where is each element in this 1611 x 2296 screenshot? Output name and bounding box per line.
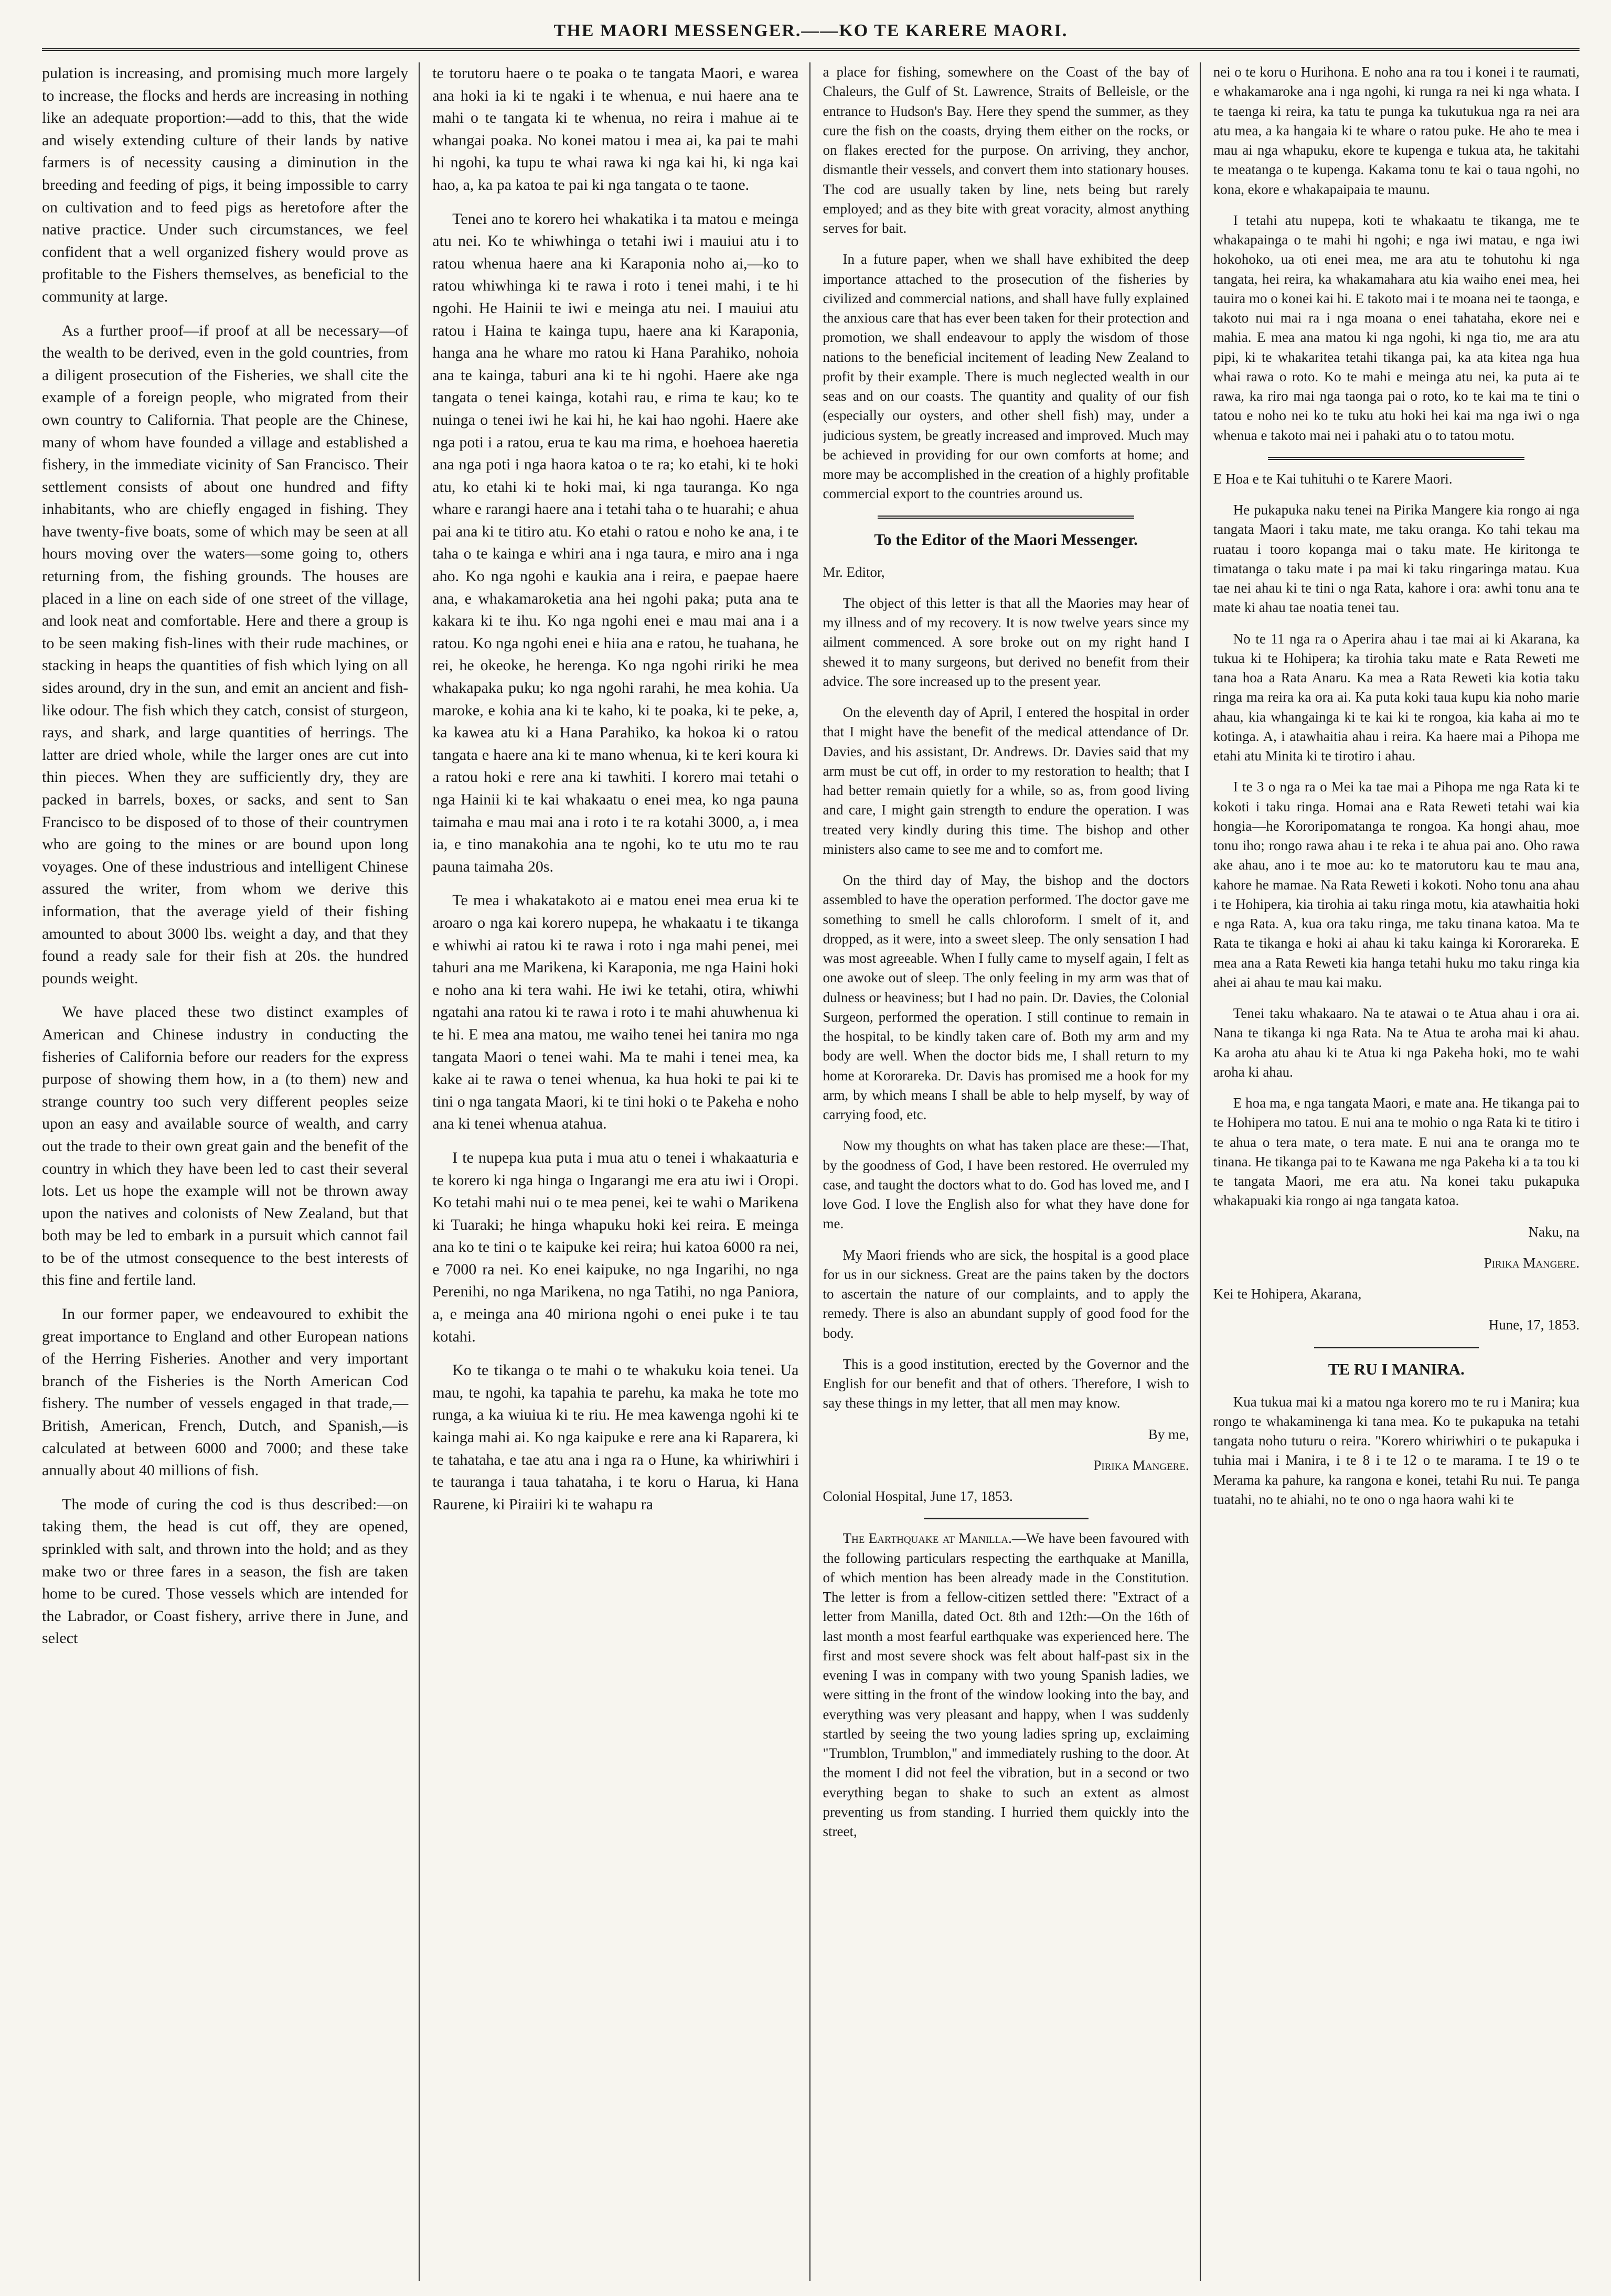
letter-dateline: Colonial Hospital, June 17, 1853. — [823, 1488, 1013, 1505]
letter-signature: Pirika Mangere. — [1093, 1457, 1189, 1473]
letter-greeting: E Hoa e te Kai tuhituhi o te Karere Maori. — [1213, 470, 1453, 487]
column-1 — [42, 62, 420, 2281]
columns — [42, 62, 1580, 2281]
paragraph: In our former paper, we endeavoured to exhibit the great importance to England and other European nations of the Herring Fisheries. Another and very important branch of the Fisheries is the North American Cod fishery. The number of vessels engaged in that trade,—British, American, French, Dutch, and Spanish,—is calculated at between 6000 and 7000; and these take annually about 40 millions of fish. — [42, 1305, 409, 1479]
paragraph: This is a good institution, erected by the Governor and the English for our benefit and that of others. Therefore, I wish to say these things in my letter, that all men may know. — [823, 1356, 1189, 1411]
paragraph: Kua tukua mai ki a matou nga korero mo te ru i Manira; kua rongo te whakaminenga ki tana mea. Ko te pukapuka na tetahi tangata noho tuturu o reira. "Korero whiriwhiri o te pukapuka i tuhia mai i Manira, i te 8 i te 12 o te marama. I te 19 o te Merama ka pahure, ka rangona e konei, tetahi Ru nui. Te panga tuatahi, no te ahiahi, no te ono o nga haora wahi ki te — [1213, 1393, 1580, 1507]
paragraph: Tenei ano te korero hei whakatika i ta matou e meinga atu nei. Ko te whiwhinga o tetahi iwi i mauiui atu i to ratou whenua haere ana ki Karaponia noho ai,—ko to ratou whiwhinga ki te rawa i roto i tenei mahi, i te hi ngohi. He Hainii te iwi e meinga atu nei. I mauiui atu ratou i Haina te kainga tupu, haere ana ki Karaponia, hanga ana he whare mo ratou ki Hana Parahiko, nohoia ana te kainga, taburi ana ki te hi ngohi. Haere ake nga tangata o tenei kainga, kotahi rau, e rima te kau; ko te nuinga o tenei iwi he kai hi, he kai hao ngohi. Haere ake nga poti i a ratou, erua te kau ma rima, e hoehoea haeretia ana nga poti i nga haora katoa o te ra; ko etahi, ki te hoki atu, ko etahi ki te hoki mai, ki nga tauranga. Ko nga whare e rarangi haere ana i tetahi taha o te huarahi; e ahua pai ana ki te titiro atu. Ko etahi o ratou e noho ke ana, i te taha o te kainga e whiri ana i nga taura, e miro ana i nga aho. Ko nga ngohi e kaukia ana i reira, e paepae haere ana, e whakamaroketia ana hei ngohi paka; puta ana te kakara ki te ihu. Ko nga ngohi enei e mau mai ana i a ratou. Ko nga ngohi enei e hiia ana e ratou, he tuahana, he rei, he okeoke, he herenga. Ko nga ngohi ririki he mea whakapaka puku; ko nga ngohi rarahi, he mea kohia. Ua maroke, e kohia ana ki te kaho, ki te poaka, ki te peke, a, ka kawea atu ki a Hana Parahiko, ka hokoa ki o ratou tangata e haere ana ki te mano whenua, ki te keri koura ki a ratou hoki e rere ana ki tawhiti. I korero mai tetahi o nga Hainii ki te kai whakaatu o enei mea, ko nga pauna taimaha e mau mai ana i roto i te ra kotahi 3000, a, i mea ia, e tino manakohia ana te ngohi, ko te utu mo te rau pauna taimaha 20s. — [432, 210, 799, 875]
letter-closing: Naku, na — [1528, 1224, 1580, 1240]
section-divider — [1268, 457, 1524, 460]
letter-date: Hune, 17, 1853. — [1488, 1317, 1580, 1333]
paragraph: No te 11 nga ra o Aperira ahau i tae mai ai ki Akarana, ka tukua ki te Hohipera; ka tirohia taku mate e Rata Reweti me tana hoa a Rata Anaru. Ka mea a Rata Reweti kia kotia taku ringa ma reira ka ora ai. Ka puta koki taua kupu kia noho marie ahau, kia whangainga ki te kai ki te rongoa, kia kaha ai mo te kotinga. A, i atawhaitia ahau i reira. Ka haere mai a Pihopa me etahi atu Minita ki te tirotiro i ahau. — [1213, 630, 1580, 764]
paragraph: pulation is increasing, and promising much more largely to increase, the flocks and herds are increasing in nothing like an adequate proportion:—add to this, that the wide and wisely extending culture of their lands by native farmers is of necessity causing a diminution in the breeding and feeding of pigs, it being impossible to carry on cultivation and to feed pigs as heretofore after the native practice. Under such circumstances, we feel confident that a well organized fishery would prove as profitable to the Fishers themselves, as beneficial to the community at large. — [42, 65, 409, 305]
paragraph: Now my thoughts on what has taken place are these:—That, by the goodness of God, I have been restored. He overruled my case, and taught the doctors what to do. God has loved me, and I love God. I love the English also for what they have done for me. — [823, 1138, 1189, 1232]
paragraph: I tetahi atu nupepa, koti te whakaatu te tikanga, me te whakapainga o te mahi hi ngohi; e nga iwi matau, e nga iwi hokohoko, ua oti enei mea, me ara atu te tohutohu ki nga tangata, hei reira, ka whakamahara atu kia waiho enei mea, hei tauira mo o konei kai hi. E takoto mai i te moana nei te taonga, e takoto nui mai ra i nga moana o enei tahataha, ekore nei e mahia. E mea ana matou ki nga ngohi, ki nga tio, me ara atu pipi, ki te whakaritea tetahi tikanga pai, ka ata kitea nga hua whai rawa o roto. Ko te mahi e meinga atu nei, ka puta ai te rawa, ka riro mai nga taonga pai o roto, ko te kai ma te tini o tatou e noho nei ko te tuku atu hoki hei kai ma nga iwi o nga whenua e takoto mai nei i pahaki atu o to tatou motu. — [1213, 212, 1580, 443]
section-divider — [878, 516, 1134, 519]
paragraph: I te 3 o nga ra o Mei ka tae mai a Pihopa me nga Rata ki te kokoti i taku ringa. Homai ana e Rata Reweti tetahi wai kia hongia—he Kororipomatanga te rongoa. Ka hongi ahau, moe tonu iho; rongo rawa ahau i te reka i te ahua pai ano. Oho rawa ake ahau, ano i te moe au: ko te matorutoru kau te mau ana, kahore he mamae. Na Rata Reweti i kokoti. Noho tonu ana ahau i te Hohipera, kia tirohia ai taku ringa motu, kia atawhaitia hoki e nga Rata. A, kua ora taku ringa, me taku tinana katoa. Ma te Rata te tikanga e hoki ai ahau ki taku kainga ki Kororareka. E mea ana a Rata Reweti kia hanga tetahi huku mo taku ringa kia ahei ai ahau te mau kai maku. — [1213, 779, 1580, 990]
article-body: —We have been favoured with the following particulars respecting the earthquake at Manilla, of which mention has been already made in the Constitution. The letter is from a fellow-citizen settled there: "Extract of a letter from Manilla, dated Oct. 8th and 12th:—On the 16th of last month a most fearful earthquake was experienced here. The first and most severe shock was felt about half-past six in the evening I was in company with two young Spanish ladies, we were sitting in the front of the window looking into the bay, and everything was very pleasant and happy, when I was suddenly startled by seeing the two young ladies spring up, exclaiming "Trumblon, Trumblon," and immediately rushing to the door. At the moment I did not feel the vibration, but in a second or two everything began to shake to such an extent as almost preventing us from standing. I hurried them quickly into the street, — [823, 1530, 1189, 1840]
paragraph: As a further proof—if proof at all be necessary—of the wealth to be derived, even in the gold countries, from a diligent prosecution of the Fisheries, we shall cite the example of a foreign people, who migrated from their own country to California. That people are the Chinese, many of whom have founded a village and established a fishery, in the immediate vicinity of San Francisco. Their settlement consists of about one hundred and fifty inhabitants, who are chiefly engaged in fishing. They have twenty-five boats, some of which may be seen at all hours moving over the waters—some going to, others returning from, the fishing grounds. The houses are placed in a line on each side of one street of the village, and look neat and comfortable. Here and there a group is to be seen making fish-lines with their rude machines, or stacking in heaps the quantities of fish which lying on all sides around, dry in the sun, and emit an ancient and fish-like odour. The fish which they catch, consist of sturgeon, rays, and shark, and large quantities of herrings. The latter are dried whole, while the larger ones are cut into thin pieces. When they are sufficiently dry, they are packed in barrels, boxes, or sacks, and sent to San Francisco to be disposed of to those of their countrymen who are going to the mines or are bound upon long voyages. One of these industrious and intelligent Chinese assured the writer, from whom we derive this information, that the average yield of their fishing amounted to about 3000 lbs. weight a day, and that they found a ready sale for their fish at 20s. the hundred pounds weight. — [42, 321, 409, 987]
paragraph: te torutoru haere o te poaka o te tangata Maori, e warea ana hoki ia ki te ngaki i te whenua, e nui haere ana te mahi o te tangata ki te whenua, no reira i mahue ai te whangai poaka. No konei matou i mea ai, ka pai te mahi hi ngohi, ka tupu te whai rawa ki nga kai hi, ki nga kai hao, a, ka pa katoa te pai ki nga tangata o te taone. — [432, 65, 799, 194]
paragraph: He pukapuka naku tenei na Pirika Mangere kia rongo ai nga tangata Maori i taku mate, me taku oranga. Ko tahi tekau ma ruatau i tooro kopanga mai o taku mate. He kiritonga te timatanga o taku mate i pa mai ki taku ringaringa matau. Kua tae nei ahau ki te tini o nga Rata, kahore i ora: awhi tonu ana te mate ki ahau tae noatia tenei tau. — [1213, 502, 1580, 616]
column-3 — [823, 62, 1201, 2281]
paragraph: In a future paper, when we shall have exhibited the deep importance attached to the prosecution of the fisheries by civilized and commercial nations, and shall have fully explained the anxious care that has ever been taken for their protection and promotion, we shall endeavour to apply the wisdom of those nations to the beneficial incitement of leading New Zealand to profit by their example. There is much neglected wealth in our seas and on our coasts. The quantity and quality of our fish (especially our oysters, and other shell fish) may, under a judicious system, be greatly increased and improved. Much may be achieved in providing for our own comforts at home; and more may be accomplished in the creation of a highly profitable commercial export to the countries around us. — [823, 251, 1189, 502]
article-title: The Earthquake at Manilla. — [842, 1530, 1012, 1547]
paragraph: My Maori friends who are sick, the hospital is a good place for us in our sickness. Great are the pains taken by the doctors to ascertain the nature of our complaints, and to apply the remedy. There is also an abundant supply of good food for the body. — [823, 1247, 1189, 1341]
letter-signature: Pirika Mangere. — [1484, 1254, 1580, 1271]
letter-place: Kei te Hohipera, Akarana, — [1213, 1286, 1362, 1302]
paragraph: Te mea i whakatakoto ai e matou enei mea erua ki te aroaro o nga kai korero nupepa, he whakaatu i te tikanga e whiwhi ai ratou ki te rawa i roto i nga mahi penei, mei tahuri ana me Marikena, ki Karaponia, me nga Haini hoki e noho ana ki tera wahi. He iwi ke tetahi, otira, whiwhi ngatahi ana ratou ki te rawa i roto i te mahi ahuwhenua ki te hi. E mea ana matou, me waiho tenei hei tanira mo nga tangata Maori o tenei wahi. Ma te mahi i tenei mea, ka kake ai te rawa o tenei whenua, ka hua hoki te pai ki te tini o nga tangata Maori, ki te tini hoki o te Pakeha e noho ana ki tenei whenua atahua. — [432, 892, 799, 1133]
letter-closing: By me, — [1148, 1426, 1189, 1442]
article-earthquake — [823, 1529, 1189, 1841]
section-divider — [924, 1518, 1089, 1519]
paragraph: nei o te koru o Hurihona. E noho ana ra tou i konei i te raumati, e whakamaroke ana i nga ngohi, ki runga ra nei ki nga whata. I te taenga ki reira, ka tatu te punga ka tukutukua nga ra nei ara atu mea, a ka hangaia ki te whare o ratou puke. He aho te mea i mau ai nga whapuku, ekore te kupenga e tukua ata, he takitahi te meatanga o te kupenga. Kakama tonu te kai o taua ngohi, no kona, ekore e whakapaipaia te maunu. — [1213, 64, 1580, 197]
paragraph: Tenei taku whakaaro. Na te atawai o te Atua ahau i ora ai. Nana te tikanga ki nga Rata. Na te Atua te aroha mai ki ahau. Ka aroha atu ahau ki te Atua ki nga Pakeha hoki, mo te wahi aroha ki ahau. — [1213, 1005, 1580, 1080]
paragraph: Ko te tikanga o te mahi o te whakuku koia tenei. Ua mau, te ngohi, ka tapahia te parehu, ka maka he tote mo runga, a ka wiuiua ki te riu. He mea kawenga ngohi ki te kainga mahi ai. Ko nga kaipuke e rere ana ki Raparera, ki te tahataha, e tae atu ana i nga ra o Hune, ka whiriwhiri i te tauranga i taua tahataha, i te koru o Harua, ki Hana Raurene, ki Piraiiri ki te wahapu ra — [432, 1361, 799, 1513]
letter-heading: To the Editor of the Maori Messenger. — [874, 530, 1138, 549]
paragraph: The object of this letter is that all the Maories may hear of my illness and of my recovery. It is now twelve years since my ailment commenced. A sore broke out on my right hand I shewed it to many surgeons, but derived no benefit from their advice. The sore increased up to the present year. — [823, 595, 1189, 689]
letter-salutation: Mr. Editor, — [823, 564, 885, 580]
paragraph: a place for fishing, somewhere on the Coast of the bay of Chaleurs, the Gulf of St. Lawrence, Straits of Belleisle, or the entrance to Hudson's Bay. Here they spend the summer, as they cure the fish on the coasts, drying them either on the rocks, or on flakes erected for the purpose. On arriving, they anchor, dismantle their vessels, and convert them into stationary houses. The cod are usually taken by line, nets being but rarely employed; and as they bite with great voracity, almost anything serves for bait. — [823, 64, 1189, 236]
article-heading: TE RU I MANIRA. — [1328, 1359, 1465, 1378]
column-4 — [1213, 62, 1580, 2281]
column-2 — [432, 62, 810, 2281]
paragraph: I te nupepa kua puta i mua atu o tenei i whakaaturia e te korero ki nga hinga o Ingarangi me era atu iwi i Oropi. Ko tetahi mahi nui o te mea penei, kei te wahi o Marikena ki Tuaraki; he hinga whapuku hoki kei reira. E meinga ana ko te tini o te kaipuke kei reira; hui katoa 6000 ra nei, e 7000 ra nei. Ko enei kaipuke, no nga Ingarihi, no nga Perenihi, no nga Marikena, no nga Tatihi, no nga Paniora, a, e meinga ana 40 miriona ngohi o enei puke i te tau kotahi. — [432, 1149, 799, 1345]
masthead: THE MAORI MESSENGER.——KO TE KARERE MAORI. — [42, 21, 1580, 51]
paragraph: On the eleventh day of April, I entered the hospital in order that I might have the benefit of the medical attendance of Dr. Davies, and his assistant, Dr. Andrews. Dr. Davies said that my arm must be cut off, in order to my restoration to health; that I had better remain quietly for a while, so as, from good living and care, I might gain strength to endure the operation. I was treated very kindly during this time. The bishop and other ministers also came to see me and to comfort me. — [823, 704, 1189, 857]
paragraph: We have placed these two distinct examples of American and Chinese industry in conducting the fisheries of California before our readers for the express purpose of showing them how, in a (to them) new and strange country too such very different peoples seize upon an easy and available source of wealth, and carry out the trade to their own great gain and the benefit of the country in which they have been led to cast their several lots. Let us hope the example will not be thrown away upon the natives and colonists of New Zealand, but that both may be led to embark in a pursuit which cannot fail to be of the utmost consequence to the best interests of this fine and fertile land. — [42, 1003, 409, 1289]
paragraph: On the third day of May, the bishop and the doctors assembled to have the operation performed. The doctor gave me something to smell he calls chloroform. I smelt of it, and dropped, as it were, into a sweet sleep. The only sensation I had was most agreeable. When I fully came to myself again, I felt as one awoke out of sleep. The only feeling in my arm was that of dulness or heaviness; but I had no pain. Dr. Davies, the Colonial Surgeon, performed the operation. I still continue to remain in the hospital, to be kindly taken care of. Both my arm and my body are well. When the doctor bids me, I shall return to my home at Kororareka. Dr. Davis has promised me a hook for my arm, by which means I shall be able to help myself, by way of carrying food, etc. — [823, 872, 1189, 1123]
section-divider — [1314, 1347, 1479, 1348]
paragraph: E hoa ma, e nga tangata Maori, e mate ana. He tikanga pai to te Hohipera mo tatou. E nui ana te mohio o nga Rata ki te titiro i te ahua o tera mate, o tera mate. E nui ana te oranga mo te tinana. He tikanga pai to te Kawana me nga Pakeha ki a ta tou ki te tangata Maori, me era atu. Na konei taku pukapuka whakapuaki kia rongo ai nga tangata katoa. — [1213, 1095, 1580, 1209]
paragraph: The mode of curing the cod is thus described:—on taking them, the head is cut off, they are opened, sprinkled with salt, and thrown into the hold; and as they make two or three fares in a season, the fish are taken home to be cured. Those vessels which are intended for the Labrador, or Coast fishery, arrive there in June, and select — [42, 1495, 409, 1647]
